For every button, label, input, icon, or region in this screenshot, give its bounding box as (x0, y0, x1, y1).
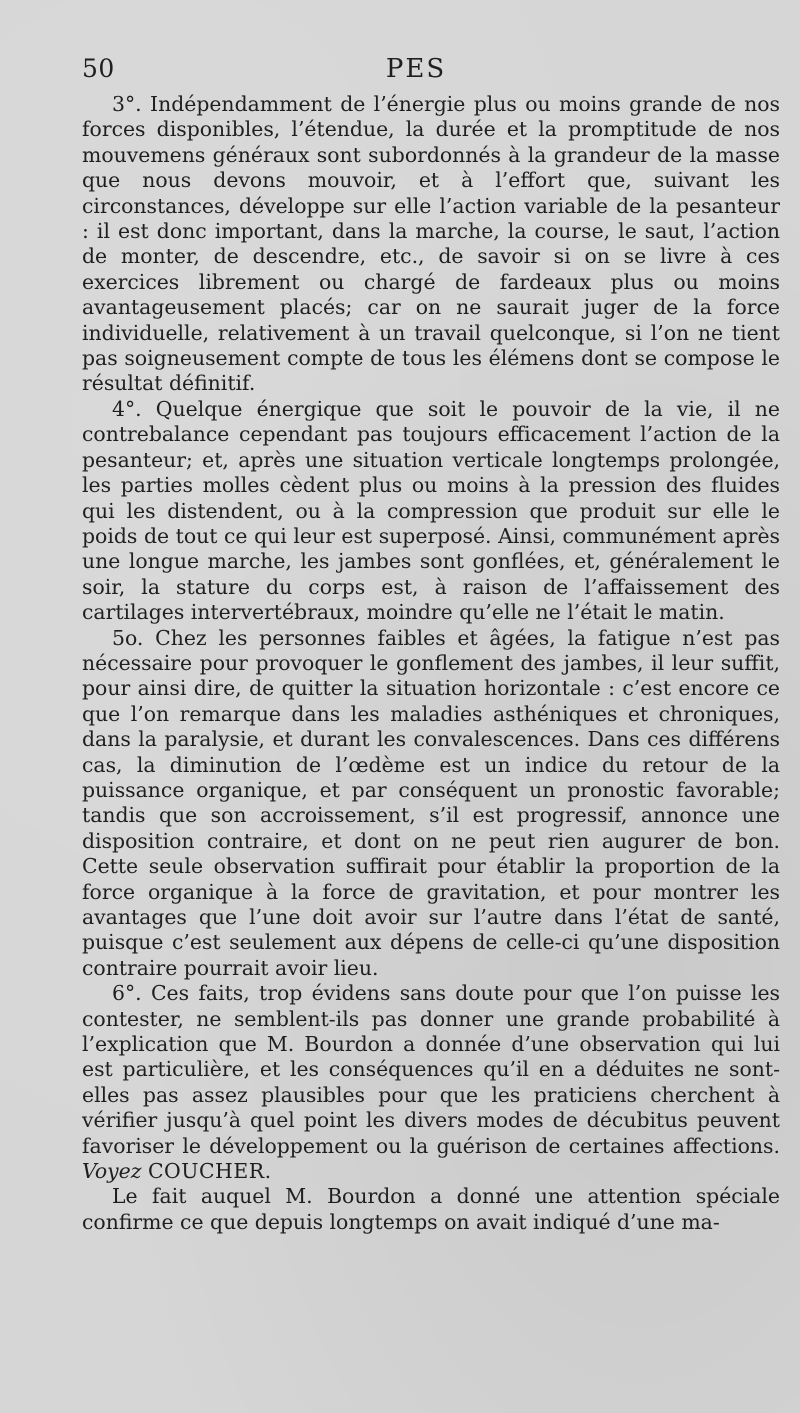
paragraph-3-text: 3°. Indépendamment de l’énergie plus ou moins grande de nos forces disponibles, l’étendue, la durée et la promptitude de nos mouvemens généraux sont subordonnés à la grandeur de la masse que nous devons mouvoir, et à l’effort que, suivant les circonstances, développe sur elle l’action variable de la pesanteur : il est donc important, dans la marche, la course, le saut, l’action de monter, de descendre, etc., de savoir si on se livre à ces exercices librement ou chargé de fardeaux plus ou moins avantageusement placés; car on ne saurait juger de la force individuelle, relativement à un travail quelconque, si l’on ne tient pas soigneusement compte de tous les élémens dont se compose le résultat définitif. (82, 92, 780, 396)
body-text (82, 92, 780, 1235)
paragraph-6 (82, 981, 780, 1184)
paragraph-5 (82, 626, 780, 982)
page-header (82, 48, 750, 88)
running-head: PES (385, 54, 447, 84)
page-number: 50 (82, 54, 115, 83)
paragraph-5-text: 5o. Chez les personnes faibles et âgées, la fatigue n’est pas nécessaire pour provoquer le gonflement des jambes, il leur suffit, pour ainsi dire, de quitter la situation horizontale : c’est encore ce que l’on remarque dans les maladies asthéniques et chroniques, dans la paralysie, et durant les convalescences. Dans ces différens cas, la diminution de l’œdème est un indice du retour de la puissance organique, et par conséquent un pronostic favorable; tandis que son accroissement, s’il est progressif, annonce une disposition contraire, et dont on ne peut rien augurer de bon. Cette seule observation suffirait pour établir la proportion de la force organique à la force de gravitation, et pour montrer les avantages que l’une doit avoir sur l’autre dans l’état de santé, puisque c’est seulement aux dépens de celle-ci qu’une disposition contraire pourrait avoir lieu. (82, 625, 780, 980)
paragraph-3 (82, 92, 780, 397)
paragraph-6-text: 6°. Ces faits, trop évidens sans doute pour que l’on puisse les contester, ne semblent-ils pas donner une grande probabilité à l’explication que M. Bourdon a donnée d’une observation qui lui est particulière, et les conséquences qu’il en a déduites ne sont-elles pas assez plausibles pour que les praticiens cherchent à vérifier jusqu’à quel point les divers modes de décubitus peuvent favoriser le développement ou la guérison de certaines affections. (82, 981, 780, 1158)
paragraph-continued-text: Le fait auquel M. Bourdon a donné une attention spéciale confirme ce que depuis longtemps on avait indiqué d’une ma- (82, 1184, 780, 1234)
paragraph-4 (82, 397, 780, 626)
see-also-reference: COUCHER. (147, 1159, 272, 1184)
see-also-label: Voyez (82, 1159, 142, 1184)
paragraph-4-text: 4°. Quelque énergique que soit le pouvoir de la vie, il ne contrebalance cependant pas toujours efficacement l’action de la pesanteur; et, après une situation verticale longtemps prolongée, les parties molles cèdent plus ou moins à la pression des fluides qui les distendent, ou à la compression que produit sur elle le poids de tout ce qui leur est superposé. Ainsi, communément après une longue marche, les jambes sont gonflées, et, généralement le soir, la stature du corps est, à raison de l’affaissement des cartilages intervertébraux, moindre qu’elle ne l’était le matin. (82, 396, 780, 625)
paragraph-continued (82, 1184, 780, 1235)
